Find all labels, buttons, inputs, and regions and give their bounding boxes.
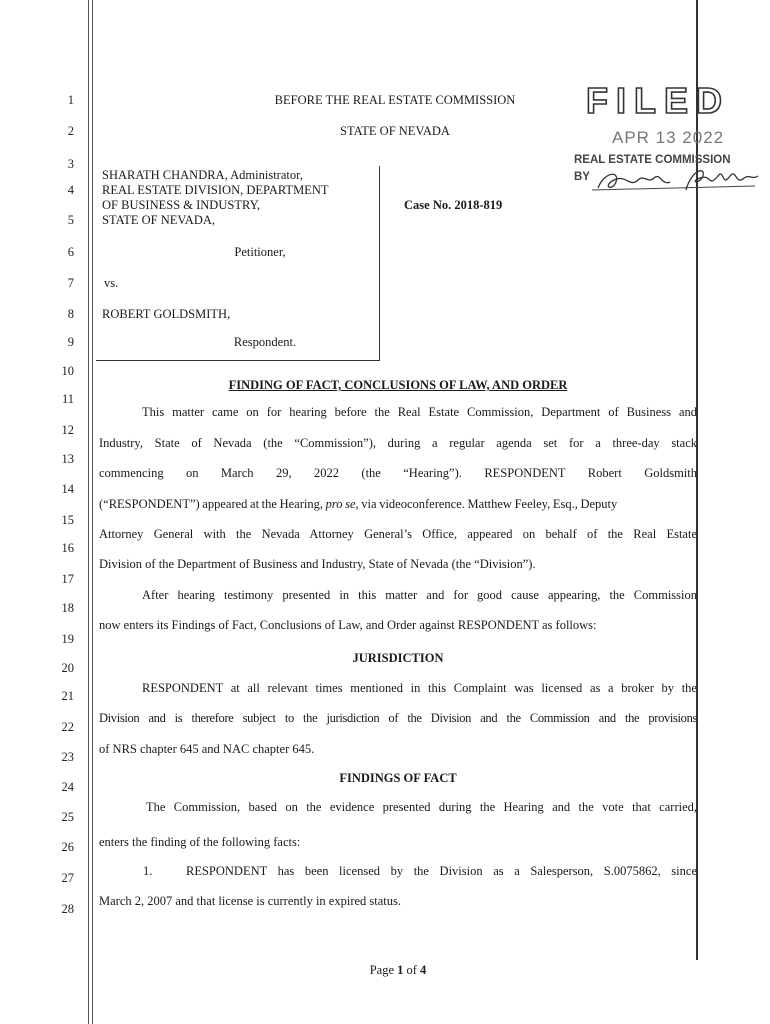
- paragraph-3-line-2: Division and is therefore subject to the jurisdiction of the Division and the Commission and the provisions: [99, 711, 697, 725]
- line-number: 18: [61, 601, 74, 615]
- paragraph-1-line-4-a: (“RESPONDENT”) appeared at the Hearing,: [99, 497, 326, 511]
- filed-stamp: [576, 80, 740, 120]
- line-number: 23: [61, 750, 74, 764]
- paragraph-1-line-2: Industry, State of Nevada (the “Commission”), during a regular agenda set for a three-day stack: [99, 436, 697, 450]
- page-prefix: Page: [369, 963, 398, 977]
- document-heading: FINDING OF FACT, CONCLUSIONS OF LAW, AND ORDER: [228, 378, 568, 392]
- line-number: 24: [61, 780, 74, 794]
- filed-date: APR 13 2022: [612, 128, 725, 147]
- line-number: 9: [67, 335, 74, 349]
- line-number: 12: [61, 423, 74, 437]
- petitioner-line-3: OF BUSINESS & INDUSTRY,: [102, 198, 261, 212]
- page-of: of: [403, 963, 421, 977]
- line-number: 11: [61, 392, 74, 406]
- page-footer: [300, 963, 496, 978]
- paragraph-4-line-2: enters the finding of the following facts:: [99, 835, 301, 849]
- filed-org: REAL ESTATE COMMISSION: [574, 154, 731, 166]
- finding-1-line-1: RESPONDENT has been licensed by the Division as a Salesperson, S.0075862, since: [186, 864, 697, 878]
- line-number: 2: [67, 124, 74, 138]
- court-state: STATE OF NEVADA: [340, 124, 450, 138]
- paragraph-1-line-6: Division of the Department of Business and Industry, State of Nevada (the “Division”).: [99, 557, 536, 571]
- line-number: 15: [61, 513, 74, 527]
- line-number: 22: [61, 720, 74, 734]
- paragraph-3-line-1: RESPONDENT at all relevant times mentioned in this Complaint was licensed as a broker by the: [142, 681, 697, 695]
- line-number: 1: [67, 93, 74, 107]
- page-total: 4: [420, 963, 427, 977]
- case-number: Case No. 2018-819: [404, 198, 503, 212]
- line-number: 27: [61, 871, 74, 885]
- filed-stamp-text: FILED: [586, 80, 730, 120]
- line-number: 5: [67, 213, 74, 227]
- line-number: 8: [67, 307, 74, 321]
- page-current: 1: [397, 963, 404, 977]
- paragraph-4-line-1: The Commission, based on the evidence presented during the Hearing and the vote that carried,: [146, 800, 697, 814]
- court-title: BEFORE THE REAL ESTATE COMMISSION: [274, 93, 516, 107]
- line-number: 14: [61, 482, 74, 496]
- line-number: 7: [67, 276, 74, 290]
- line-number: 17: [61, 572, 74, 586]
- paragraph-2-line-1: After hearing testimony presented in this matter and for good cause appearing, the Commission: [142, 588, 697, 602]
- heading-findings-of-fact: FINDINGS OF FACT: [339, 771, 457, 785]
- heading-jurisdiction: JURISDICTION: [352, 651, 444, 665]
- paragraph-1-line-1: This matter came on for hearing before the Real Estate Commission, Department of Business and: [142, 405, 697, 419]
- finding-1-line-2: March 2, 2007 and that license is currently in expired status.: [99, 894, 402, 908]
- paragraph-1-line-4: [99, 497, 617, 512]
- line-number: 21: [61, 689, 74, 703]
- line-number: 19: [61, 632, 74, 646]
- left-margin-rule: [88, 0, 89, 1024]
- line-number: 16: [61, 541, 74, 555]
- finding-1-number: 1.: [143, 864, 153, 878]
- line-number: 6: [67, 245, 74, 259]
- line-number: 20: [61, 661, 74, 675]
- line-number: 26: [61, 840, 74, 854]
- petitioner-line-1: SHARATH CHANDRA, Administrator,: [102, 168, 303, 182]
- respondent-role: Respondent.: [233, 335, 297, 349]
- paragraph-1-line-3: commencing on March 29, 2022 (the “Hearing”). RESPONDENT Robert Goldsmith: [99, 466, 697, 480]
- line-number: 28: [61, 902, 74, 916]
- petitioner-line-4: STATE OF NEVADA,: [102, 213, 216, 227]
- line-number: 25: [61, 810, 74, 824]
- paragraph-1-line-4-c: via videoconference. Matthew Feeley, Esq., Deputy: [358, 497, 618, 511]
- paragraph-3-line-3: of NRS chapter 645 and NAC chapter 645.: [99, 742, 315, 756]
- pro-se-italic: pro se,: [325, 497, 359, 511]
- petitioner-role: Petitioner,: [234, 245, 286, 259]
- paragraph-2-line-2: now enters its Findings of Fact, Conclusions of Law, and Order against RESPONDENT as follows:: [99, 618, 597, 632]
- line-number: 3: [67, 157, 74, 171]
- line-number: 10: [61, 364, 74, 378]
- respondent-name: ROBERT GOLDSMITH,: [102, 307, 231, 321]
- paragraph-1-line-5: Attorney General with the Nevada Attorney General’s Office, appeared on behalf of the Real Estate: [99, 527, 697, 541]
- line-number: 13: [61, 452, 74, 466]
- line-number: 4: [67, 183, 74, 197]
- petitioner-line-2: REAL ESTATE DIVISION, DEPARTMENT: [102, 183, 329, 197]
- filed-by: BY: [574, 171, 590, 183]
- versus: vs.: [104, 276, 119, 290]
- left-margin-rule-inner: [92, 0, 93, 1024]
- clerk-signature: [590, 162, 760, 202]
- caption-box-bottom-rule: [96, 360, 380, 361]
- caption-box-right-rule: [379, 166, 380, 360]
